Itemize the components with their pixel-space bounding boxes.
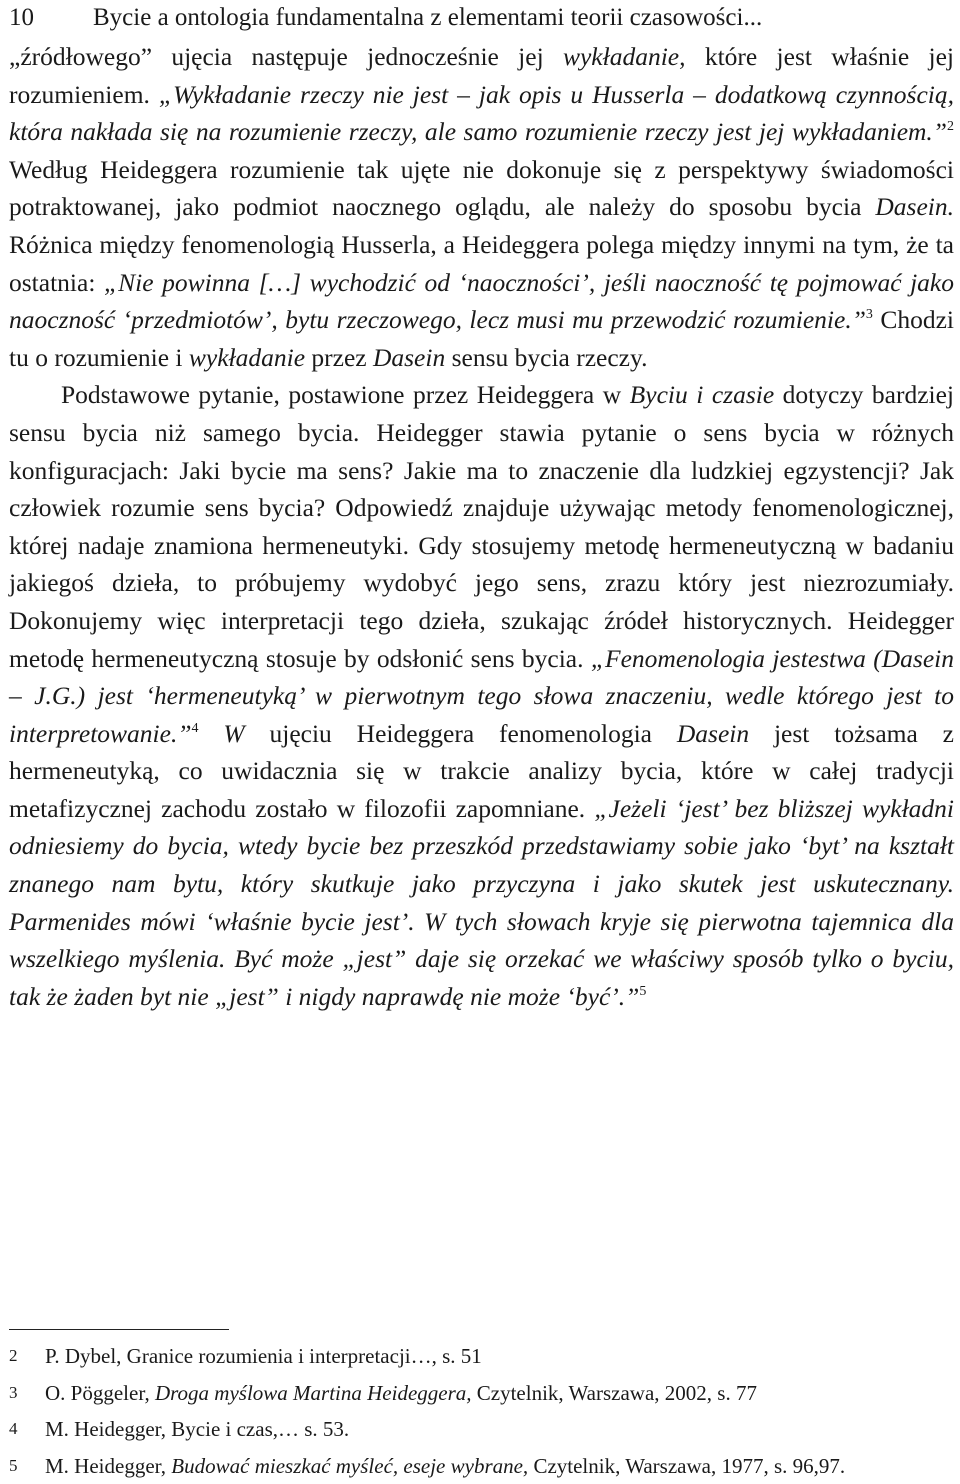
text-run: sensu bycia rzeczy. [445, 343, 647, 372]
italic-text: Byciu i czasie [630, 380, 774, 409]
text-run: M. Heidegger, Bycie i czas,… s. 53. [45, 1417, 349, 1441]
text-run: Różnica między fenomenologią Husserla, a Heideggera polega między innymi na tym, że ta ostatnia: [9, 230, 954, 297]
italic-text: wykładanie [189, 343, 305, 372]
italic-text: W [199, 719, 245, 748]
italic-text: Dasein. [875, 192, 954, 221]
paragraph-2 [9, 376, 954, 1015]
footnotes [9, 1338, 955, 1484]
text-run: Czytelnik, Warszawa, 1977, s. 96,97. [528, 1454, 845, 1478]
footnote-4 [9, 1411, 955, 1448]
footnote-ref: 2 [947, 119, 954, 134]
running-title: Bycie a ontologia fundamentalna z elementami teorii czasowości... [93, 4, 762, 31]
text-run: które jest właśnie jej rozumieniem. [9, 42, 954, 109]
footnote-3 [9, 1375, 955, 1412]
text-run: przez [305, 343, 373, 372]
text-run: M. Heidegger, [45, 1454, 171, 1478]
italic-text: Dasein [373, 343, 445, 372]
text-run: O. Pöggeler, [45, 1381, 155, 1405]
text-run: jest tożsama z hermeneutyką, co uwidacznia się w trakcie analizy bycia, które w całej tradycji metafizycznej zachodu zostało w filozofii zapomniane. [9, 719, 954, 823]
footnote-ref: 4 [192, 721, 199, 736]
text-run: dotyczy bardziej sensu bycia niż samego bycia. Heidegger stawia pytanie o sens bycia w różnych konfiguracjach: Jaki bycie ma sens? Jakie ma to znaczenie dla ludzkiej egzystencji? Jak człowiek rozumie sens bycia? Odpowiedź znajduje używając metody fenomenologicznej, której nadaje znamiona hermeneutyki. Gdy stosujemy metodę hermeneutyczną w badaniu jakiegoś dzieła, to próbujemy wydobyć jego sens, zrazu który jest niezrozumiały. Dokonujemy więc interpretacji tego dzieła, szukając źródeł historycznych. Heidegger metodę hermeneutyczną stosuje by odsłonić sens bycia. [9, 380, 954, 672]
italic-text: „Jeżeli ‘jest’ bez bliższej wykładni odniesiemy do bycia, wtedy bycie bez przeszkód przedstawiamy sobie jako ‘byt’ na kształt znanego nam bytu, który skutkuje jako przyczyna i jako skutek jest uskutecznany. Parmenides mówi ‘właśnie bycie jest’. W tych słowach kryje się pierwotna tajemnica dla wszelkiego myślenia. Być może „jest” daje się orzekać we właściwy sposób tylko o byciu, tak że żaden byt nie „jest” i nigdy naprawdę nie może ‘być’.” [9, 794, 954, 1011]
footnote-5 [9, 1448, 955, 1484]
footnote-divider [9, 1329, 229, 1330]
footnote-ref: 3 [866, 307, 873, 322]
footnote-number: 3 [9, 1375, 45, 1411]
italic-text: Dasein [677, 719, 749, 748]
text-run: Chodzi tu o rozumienie i [9, 305, 954, 372]
italic-text: „Wykładanie rzeczy nie jest – jak opis u Husserla – dodatkową czynnością, która nakłada się na rozumienie rzeczy, ale samo rozumienie rzeczy jest jej wykładaniem.” [9, 80, 954, 147]
italic-text: Budować mieszkać myśleć, eseje wybrane, [171, 1454, 528, 1478]
italic-text: Droga myślowa Martina Heideggera, [155, 1381, 472, 1405]
text-run: Podstawowe pytanie, postawione przez Heideggera w [61, 380, 630, 409]
text-run: ujęciu Heideggera fenomenologia [245, 719, 677, 748]
page-number: 10 [9, 2, 93, 34]
paragraph-1 [9, 38, 954, 376]
italic-text: „Nie powinna […] wychodzić od ‘naoczności’, jeśli naoczność tę pojmować jako naoczność ‘przedmiotów’, bytu rzeczowego, lecz musi mu przewodzić rozumienie.” [9, 268, 954, 335]
footnote-number: 2 [9, 1338, 45, 1374]
footnote-ref: 5 [639, 984, 646, 999]
text-run: Według Heideggera rozumienie tak ujęte nie dokonuje się z perspektywy świadomości potraktowanej, jako podmiot naocznego oglądu, ale należy do sposobu bycia [9, 155, 954, 222]
footnote-number: 4 [9, 1411, 45, 1447]
text-run: „źródłowego” ujęcia następuje jednocześnie jej [9, 42, 563, 71]
running-header [9, 2, 955, 34]
text-run: Czytelnik, Warszawa, 2002, s. 77 [472, 1381, 757, 1405]
footnote-2 [9, 1338, 955, 1375]
text-run: P. Dybel, Granice rozumienia i interpretacji…, s. 51 [45, 1344, 482, 1368]
italic-text: wykładanie, [563, 42, 686, 71]
main-text [9, 38, 954, 1015]
italic-text: „Fenomenologia jestestwa (Dasein – J.G.) jest ‘hermeneutyką’ w pierwotnym tego słowa znaczeniu, wedle którego jest to interpretowanie.” [9, 644, 954, 748]
footnote-number: 5 [9, 1448, 45, 1484]
